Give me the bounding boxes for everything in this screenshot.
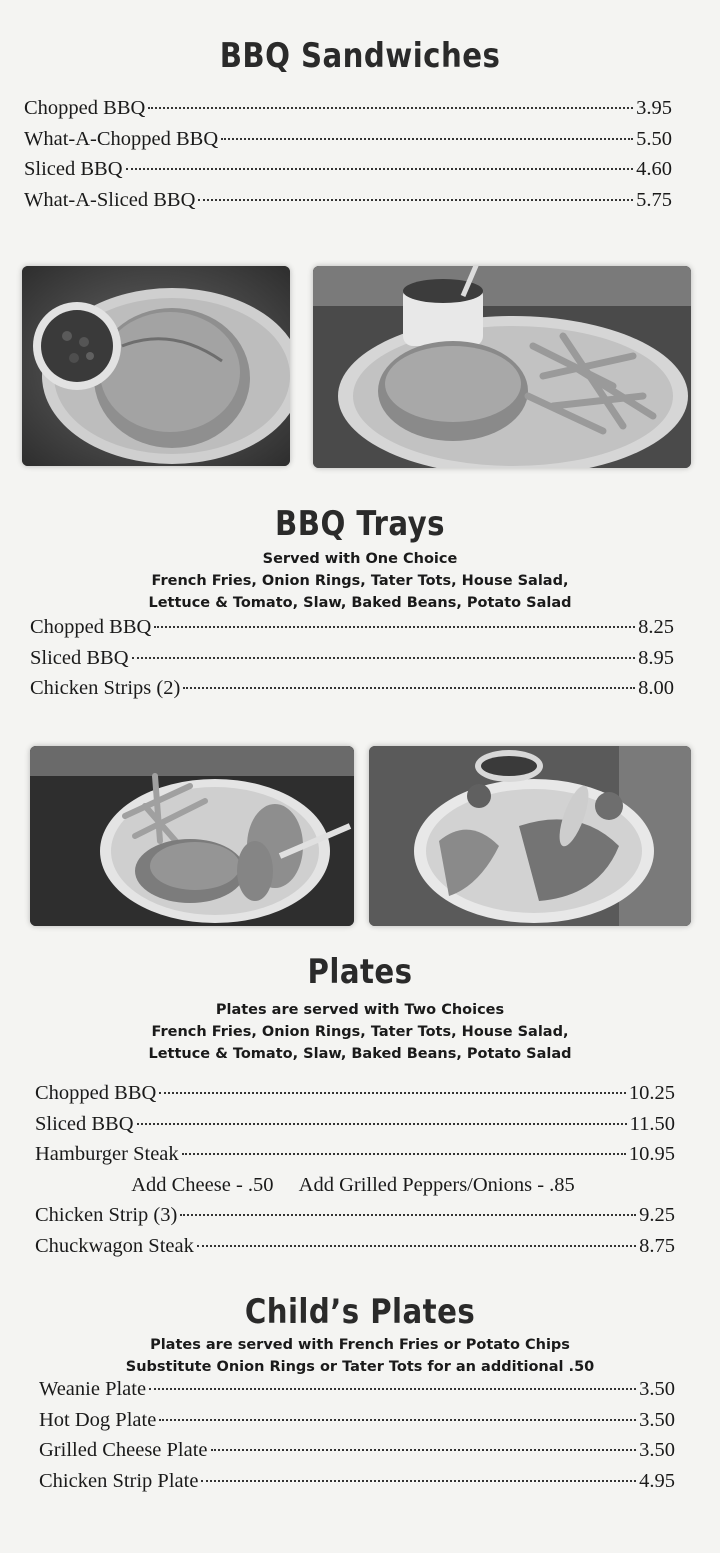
bbq-sandwich-beans-photo	[22, 266, 290, 466]
item-price: 10.95	[628, 1143, 675, 1165]
plates-addons	[33, 1174, 673, 1205]
dot-leader	[182, 1153, 626, 1155]
item-price: 8.95	[638, 646, 674, 669]
childs-plates-subtitle	[0, 1334, 720, 1378]
menu-item	[24, 158, 672, 189]
subtitle-line: French Fries, Onion Rings, Tater Tots, House Salad,	[151, 573, 569, 589]
dot-leader	[148, 107, 633, 109]
menu-item	[30, 677, 674, 708]
subtitle-line: Lettuce & Tomato, Slaw, Baked Beans, Potato Salad	[148, 1046, 572, 1062]
menu-item	[35, 1113, 675, 1144]
item-name: Chopped BBQ	[24, 97, 146, 119]
item-name: Chuckwagon Steak	[35, 1234, 194, 1257]
menu-item	[39, 1409, 675, 1440]
plates-list	[35, 1082, 675, 1265]
dot-leader	[180, 1214, 636, 1216]
plates-heading: Plates	[307, 952, 413, 992]
menu-item	[24, 189, 672, 220]
item-price: 3.95	[636, 97, 672, 119]
item-price: 3.50	[639, 1378, 675, 1400]
bbq-sandwich-fries-photo	[313, 266, 691, 468]
menu-item	[24, 97, 672, 128]
bbq-tray-salad-photo	[369, 746, 691, 926]
dot-leader	[159, 1092, 626, 1094]
addon-cheese: Add Cheese - .50	[131, 1173, 274, 1196]
item-name: Hamburger Steak	[35, 1143, 179, 1165]
bbq-sandwiches-list	[24, 97, 672, 219]
dot-leader	[201, 1480, 636, 1482]
item-price: 5.50	[636, 127, 672, 150]
bbq-trays-list	[30, 616, 674, 708]
dot-leader	[132, 657, 636, 659]
dot-leader	[183, 687, 635, 689]
item-name: Sliced BBQ	[35, 1112, 134, 1135]
subtitle-line: Plates are served with Two Choices	[215, 1002, 505, 1018]
item-name: Chopped BBQ	[35, 1082, 157, 1104]
subtitle-line: French Fries, Onion Rings, Tater Tots, House Salad,	[151, 1024, 569, 1040]
bbq-trays-subtitle	[0, 548, 720, 614]
dot-leader	[154, 626, 635, 628]
item-price: 3.50	[639, 1439, 675, 1461]
addon-peppers-onions: Add Grilled Peppers/Onions - .85	[298, 1173, 575, 1196]
dot-leader	[198, 199, 633, 201]
item-name: Grilled Cheese Plate	[39, 1439, 208, 1461]
item-name: What-A-Sliced BBQ	[24, 188, 196, 211]
item-price: 9.25	[639, 1204, 675, 1226]
chicken-strips-fries-slaw-photo	[30, 746, 354, 926]
menu-item	[35, 1235, 675, 1266]
item-name: Chicken Strips (2)	[30, 677, 181, 699]
item-price: 8.25	[638, 616, 674, 638]
subtitle-line: Substitute Onion Rings or Tater Tots for an additional .50	[125, 1359, 595, 1375]
dot-leader	[126, 168, 634, 170]
childs-plates-heading: Child’s Plates	[244, 1292, 476, 1332]
item-name: Sliced BBQ	[24, 158, 123, 180]
item-price: 8.75	[639, 1234, 675, 1257]
menu-item	[39, 1470, 675, 1501]
menu-item	[30, 616, 674, 647]
item-price: 4.95	[639, 1469, 675, 1492]
dot-leader	[149, 1388, 636, 1390]
item-name: Chicken Strip Plate	[39, 1469, 199, 1492]
dot-leader	[197, 1245, 636, 1247]
item-price: 4.60	[636, 158, 672, 180]
childs-plates-list	[39, 1378, 675, 1500]
dot-leader	[211, 1449, 637, 1451]
dot-leader	[137, 1123, 627, 1125]
item-price: 3.50	[639, 1408, 675, 1431]
subtitle-line: Served with One Choice	[262, 551, 458, 567]
item-name: Chicken Strip (3)	[35, 1204, 178, 1226]
bbq-sandwiches-heading: BBQ Sandwiches	[219, 36, 501, 76]
dot-leader	[159, 1419, 636, 1421]
menu-item	[35, 1204, 675, 1235]
item-name: Chopped BBQ	[30, 616, 152, 638]
item-name: Weanie Plate	[39, 1378, 147, 1400]
item-name: Hot Dog Plate	[39, 1408, 157, 1431]
item-name: Sliced BBQ	[30, 646, 129, 669]
menu-item	[35, 1143, 675, 1174]
item-price: 11.50	[629, 1112, 675, 1135]
menu-item	[35, 1082, 675, 1113]
dot-leader	[221, 138, 633, 140]
item-price: 5.75	[636, 188, 672, 211]
item-name: What-A-Chopped BBQ	[24, 127, 219, 150]
subtitle-line: Plates are served with French Fries or Potato Chips	[150, 1337, 570, 1353]
menu-item	[30, 647, 674, 678]
menu-item	[39, 1378, 675, 1409]
plates-subtitle	[0, 999, 720, 1065]
menu-item	[39, 1439, 675, 1470]
item-price: 8.00	[638, 677, 674, 699]
bbq-trays-heading: BBQ Trays	[275, 504, 445, 544]
subtitle-line: Lettuce & Tomato, Slaw, Baked Beans, Potato Salad	[148, 595, 572, 611]
item-price: 10.25	[628, 1082, 675, 1104]
menu-item	[24, 128, 672, 159]
